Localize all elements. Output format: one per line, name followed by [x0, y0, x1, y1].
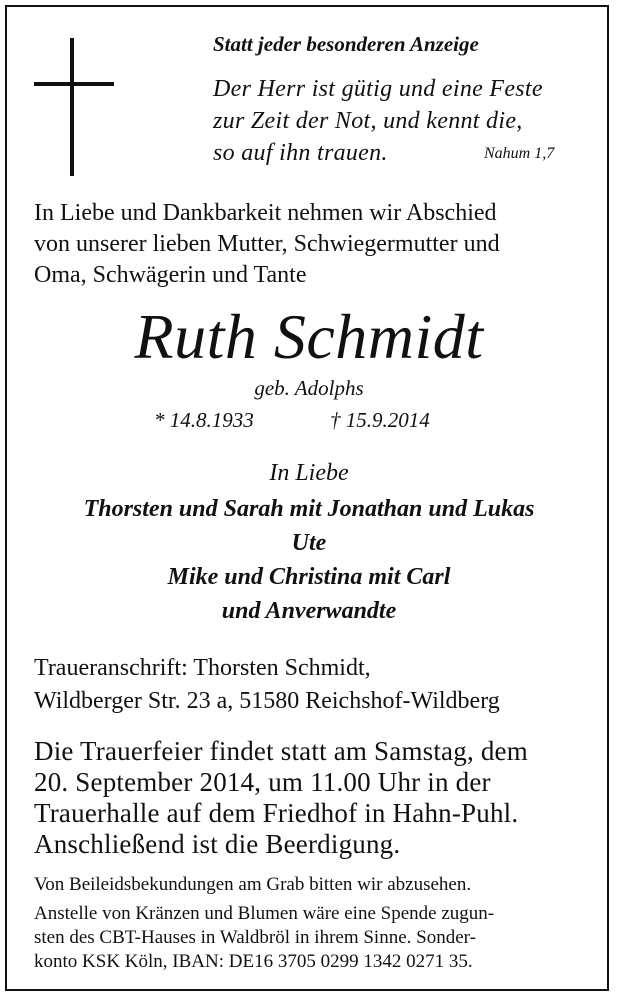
address-line: Traueranschrift: Thorsten Schmidt,: [34, 655, 371, 681]
verse-line: so auf ihn trauen.: [213, 140, 388, 166]
verse-reference: Nahum 1,7: [484, 145, 555, 162]
deceased-name: Ruth Schmidt: [134, 301, 484, 372]
intro-line: In Liebe und Dankbarkeit nehmen wir Abschied: [34, 200, 497, 226]
address-line: Wildberger Str. 23 a, 51580 Reichshof-Wildberg: [34, 688, 500, 714]
mourners-intro: In Liebe: [269, 460, 349, 486]
mourner-line: Mike und Christina mit Carl: [167, 564, 451, 590]
note-line: Anstelle von Kränzen und Blumen wäre eine Spende zugun-: [34, 903, 495, 924]
maiden-name: geb. Adolphs: [254, 376, 364, 400]
ceremony-line: Die Trauerfeier findet statt am Samstag, dem: [34, 736, 528, 766]
ceremony-line: Anschließend ist die Beerdigung.: [34, 829, 401, 859]
ceremony-line: Trauerhalle auf dem Friedhof in Hahn-Puhl.: [34, 798, 519, 828]
mourner-line: und Anverwandte: [221, 598, 397, 624]
verse-line: Der Herr ist gütig und eine Feste: [213, 76, 543, 102]
mourner-line: Ute: [291, 530, 327, 556]
intro-line: von unserer lieben Mutter, Schwiegermutter und: [34, 231, 500, 257]
note-line: sten des CBT-Hauses in Waldbröl in ihrem Sinne. Sonder-: [34, 927, 476, 948]
intro-line: Oma, Schwägerin und Tante: [34, 262, 307, 288]
note-line: Von Beileidsbekundungen am Grab bitten wir abzusehen.: [34, 874, 472, 895]
ceremony-line: 20. September 2014, um 11.00 Uhr in der: [34, 767, 491, 797]
note-line: konto KSK Köln, IBAN: DE16 3705 0299 1342 0271 35.: [34, 951, 473, 972]
mourner-line: Thorsten und Sarah mit Jonathan und Lukas: [83, 496, 535, 522]
cross-icon: [34, 38, 114, 178]
birth-date: * 14.8.1933: [154, 408, 254, 432]
death-date: † 15.9.2014: [330, 408, 430, 432]
verse-line: zur Zeit der Not, und kennt die,: [213, 108, 523, 134]
notice-header: Statt jeder besonderen Anzeige: [213, 32, 479, 56]
